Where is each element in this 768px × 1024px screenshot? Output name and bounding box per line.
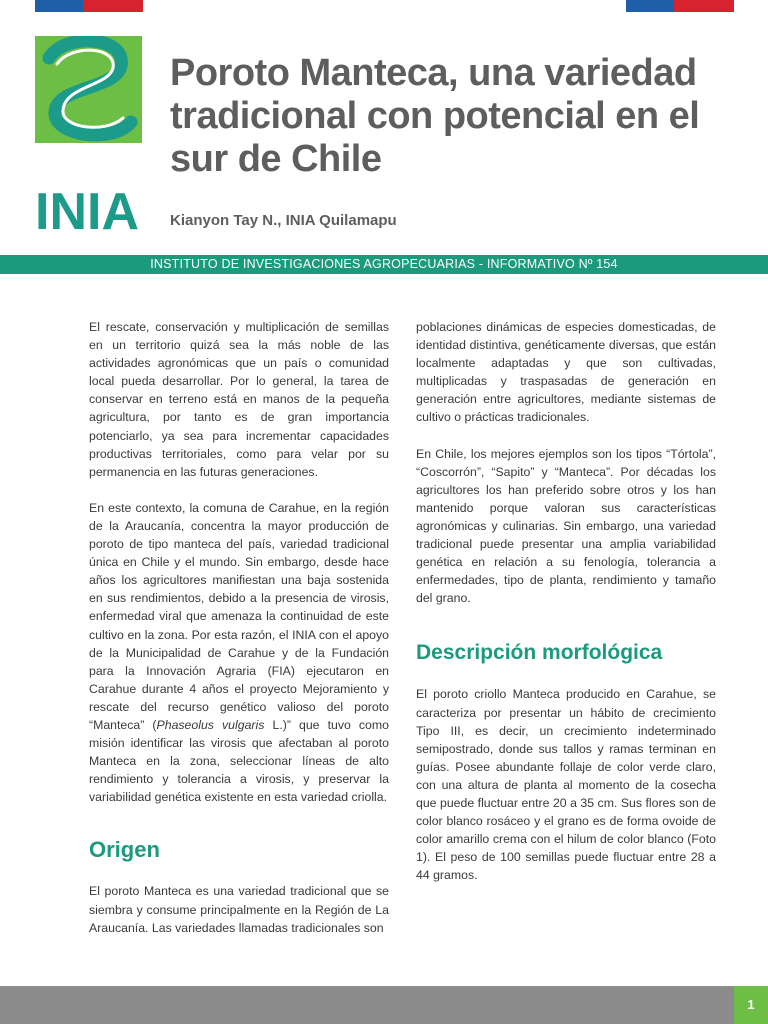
paragraph-text: En este contexto, la comuna de Carahue, en la región de la Araucanía, concentra la mayor producción de poroto de tipo manteca del país, variedad tradicional única en Chile y el mundo. Sin embargo, desde hace años los agricultores manifiestan una baja sostenida en sus rendimientos, debido a la presencia de virosis, enfermedad viral que amenaza la continuidad de este cultivo en la zona. Por esta razón, el INIA con el apoyo de la Municipalidad de Carahue y de la Fundación para la Innovación Agraria (FIA) ejecutaron en Carahue durante 4 años el proyecto Mejoramiento y rescate del recurso genético valioso del poroto “Manteca” ( <box>89 500 389 732</box>
s-shape-icon <box>35 36 142 143</box>
paragraph: poblaciones dinámicas de especies domesticadas, de identidad distintiva, genéticamente diversas, que están localmente adaptadas y que son cultivadas, multiplicadas y traspasadas de generación en generación entre agricultores, mediante sistemas de cultivo o prácticas tradicionales. <box>416 320 716 425</box>
paragraph <box>89 499 389 807</box>
right-column <box>416 318 716 902</box>
section-heading-descripcion: Descripción morfológica <box>416 641 663 665</box>
footer-bar <box>0 986 768 1024</box>
logo-wordmark: INIA <box>35 183 139 241</box>
paragraph-text: L.)” que tuvo como misión identificar las virosis que afectaban al poroto Manteca en la zona, seleccionar líneas de alto rendimiento y tolerancia a virosis, y preservar la variabilidad genética existente en esta variedad criolla. <box>89 717 389 805</box>
paragraph: En Chile, los mejores ejemplos son los tipos “Tórtola”, “Coscorrón”, “Sapito” y “Manteca”. Por décadas los agricultores los han preferido sobre otros y los han mantenido porque valoran sus características agronómicas y culinarias. Sin embargo, una variedad tradicional puede presentar una amplia variabilidad genética en relación a su fenología, tolerancia a enfermedades, tipo de planta, rendimiento y tamaño del grano. <box>416 446 716 606</box>
flag-stripe-right <box>626 0 734 12</box>
left-column <box>89 318 389 955</box>
flag-blue-block <box>626 0 674 12</box>
logo-square <box>35 36 142 143</box>
author-line: Kianyon Tay N., INIA Quilamapu <box>170 212 397 229</box>
paragraph: El poroto Manteca es una variedad tradicional que se siembra y consume principalmente en la Región de La Araucanía. Las variedades llamadas tradicionales son <box>89 884 389 935</box>
flag-red-block <box>83 0 143 12</box>
paragraph: El poroto criollo Manteca producido en Carahue, se caracteriza por presentar un hábito de crecimiento Tipo III, es decir, un crecimiento indeterminado semipostrado, donde sus tallos y ramas terminan en guías. Posee abundante follaje de color verde claro, con una altura de planta al momento de la cosecha que puede fluctuar entre 20 a 35 cm. Sus flores son de color blanco rosáceo y el grano es de forma ovoide de color amarillo crema con el hilum de color blanco (Foto 1). El peso de 100 semillas puede fluctuar entre 28 a 44 gramos. <box>416 687 716 883</box>
flag-stripe-left <box>35 0 143 12</box>
publication-band: INSTITUTO DE INVESTIGACIONES AGROPECUARIAS - INFORMATIVO Nº 154 <box>0 255 768 274</box>
inia-logo <box>35 36 142 241</box>
page-title: Poroto Manteca, una variedad tradicional con potencial en el sur de Chile <box>170 52 700 180</box>
flag-blue-block <box>35 0 83 12</box>
scientific-name: Phaseolus vulgaris <box>156 717 265 732</box>
page-number: 1 <box>734 986 768 1024</box>
section-heading-origen: Origen <box>89 837 160 863</box>
flag-red-block <box>674 0 734 12</box>
paragraph: El rescate, conservación y multiplicación de semillas en un territorio quizá sea la más noble de las actividades agronómicas que un país o comunidad local pueda desarrollar. Por lo general, la tarea de conservar en terreno está en manos de la pequeña agricultura, por tanto es de gran importancia potenciarlo, ya sea para incrementar capacidades productivas territoriales, como para velar por su permanencia en las futuras generaciones. <box>89 320 389 479</box>
